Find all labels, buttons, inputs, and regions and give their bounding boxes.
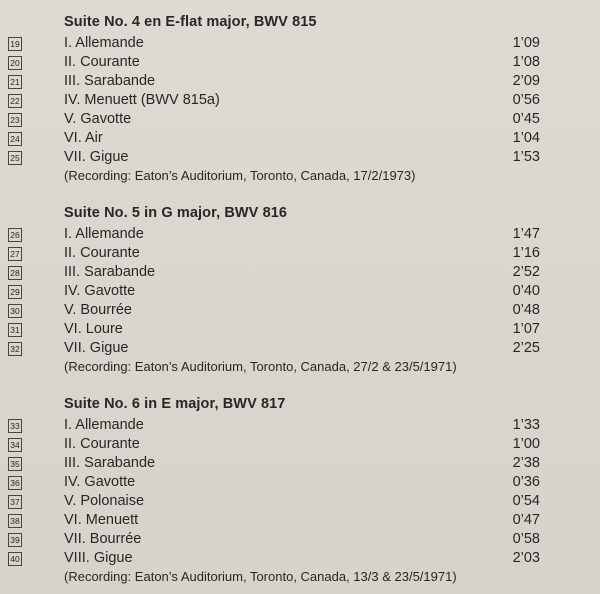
- track-number-box: 31: [8, 323, 22, 337]
- track-row: [0, 339, 600, 358]
- track-duration: 0’47: [512, 512, 540, 528]
- track-name: III. Sarabande: [64, 73, 156, 89]
- track-number-box: 32: [8, 342, 22, 356]
- track-name: II. Courante: [64, 436, 140, 452]
- track-name: IV. Menuett (BWV 815a): [64, 92, 220, 108]
- track-row: [0, 511, 600, 530]
- track-number-box: 30: [8, 304, 22, 318]
- track-number-box: 33: [8, 419, 22, 433]
- track-duration: 0’36: [512, 474, 540, 490]
- track-name: VII. Gigue: [64, 340, 129, 356]
- track-row: [0, 301, 600, 320]
- track-number-box: 26: [8, 228, 22, 242]
- track-name: VI. Menuett: [64, 512, 139, 528]
- track-number-box: 38: [8, 514, 22, 528]
- track-row: [0, 91, 600, 110]
- track-duration: 1’00: [512, 436, 540, 452]
- track-name: VII. Bourrée: [64, 531, 142, 547]
- track-row: [0, 225, 600, 244]
- recording-note: (Recording: Eaton’s Auditorium, Toronto, Canada, 13/3 & 23/5/1971): [64, 569, 457, 584]
- track-number-box: 27: [8, 247, 22, 261]
- track-duration: 1’09: [512, 35, 540, 51]
- track-duration: 1’16: [512, 245, 540, 261]
- suite-title: Suite No. 4 en E-flat major, BWV 815: [64, 14, 317, 30]
- track-name: V. Polonaise: [64, 493, 145, 509]
- track-number-box: 22: [8, 94, 22, 108]
- track-duration: 2’52: [512, 264, 540, 280]
- track-row: [0, 263, 600, 282]
- suite-title: Suite No. 5 in G major, BWV 816: [64, 205, 288, 221]
- track-duration: 1’53: [512, 149, 540, 165]
- track-number-box: 39: [8, 533, 22, 547]
- track-duration: 0’45: [512, 111, 540, 127]
- track-row: [0, 148, 600, 167]
- track-row: [0, 72, 600, 91]
- track-name: I. Allemande: [64, 226, 144, 242]
- track-duration: 0’48: [512, 302, 540, 318]
- track-number-box: 34: [8, 438, 22, 452]
- track-name: IV. Gavotte: [64, 283, 136, 299]
- track-name: I. Allemande: [64, 417, 144, 433]
- track-name: VII. Gigue: [64, 149, 129, 165]
- track-name: IV. Gavotte: [64, 474, 136, 490]
- track-row: [0, 53, 600, 72]
- track-row: [0, 34, 600, 53]
- track-name: VIII. Gigue: [64, 550, 133, 566]
- track-name: II. Courante: [64, 54, 140, 70]
- track-duration: 0’40: [512, 283, 540, 299]
- track-duration: 1’33: [512, 417, 540, 433]
- track-name: I. Allemande: [64, 35, 144, 51]
- track-row: [0, 282, 600, 301]
- track-duration: 1’47: [512, 226, 540, 242]
- track-row: [0, 110, 600, 129]
- track-name: V. Gavotte: [64, 111, 132, 127]
- track-row: [0, 244, 600, 263]
- track-duration: 0’58: [512, 531, 540, 547]
- track-number-box: 23: [8, 113, 22, 127]
- track-number-box: 28: [8, 266, 22, 280]
- track-name: VI. Air: [64, 130, 103, 146]
- track-number-box: 35: [8, 457, 22, 471]
- track-row: [0, 320, 600, 339]
- track-number-box: 25: [8, 151, 22, 165]
- track-row: [0, 492, 600, 511]
- track-row: [0, 129, 600, 148]
- track-duration: 1’07: [512, 321, 540, 337]
- track-row: [0, 473, 600, 492]
- track-row: [0, 416, 600, 435]
- track-name: VI. Loure: [64, 321, 123, 337]
- track-name: III. Sarabande: [64, 455, 156, 471]
- track-duration: 1’08: [512, 54, 540, 70]
- track-duration: 0’56: [512, 92, 540, 108]
- track-name: II. Courante: [64, 245, 140, 261]
- track-name: V. Bourrée: [64, 302, 132, 318]
- track-name: III. Sarabande: [64, 264, 156, 280]
- track-duration: 2’09: [512, 73, 540, 89]
- track-number-box: 21: [8, 75, 22, 89]
- track-number-box: 36: [8, 476, 22, 490]
- track-number-box: 29: [8, 285, 22, 299]
- track-row: [0, 530, 600, 549]
- track-duration: 2’25: [512, 340, 540, 356]
- track-number-box: 24: [8, 132, 22, 146]
- suite-title: Suite No. 6 in E major, BWV 817: [64, 396, 286, 412]
- track-duration: 2’38: [512, 455, 540, 471]
- track-row: [0, 435, 600, 454]
- track-duration: 1’04: [512, 130, 540, 146]
- track-duration: 2’03: [512, 550, 540, 566]
- track-row: [0, 454, 600, 473]
- recording-note: (Recording: Eaton’s Auditorium, Toronto, Canada, 17/2/1973): [64, 168, 416, 183]
- recording-note: (Recording: Eaton’s Auditorium, Toronto, Canada, 27/2 & 23/5/1971): [64, 359, 457, 374]
- track-row: [0, 549, 600, 568]
- track-number-box: 19: [8, 37, 22, 51]
- track-number-box: 40: [8, 552, 22, 566]
- track-duration: 0’54: [512, 493, 540, 509]
- track-number-box: 37: [8, 495, 22, 509]
- track-number-box: 20: [8, 56, 22, 70]
